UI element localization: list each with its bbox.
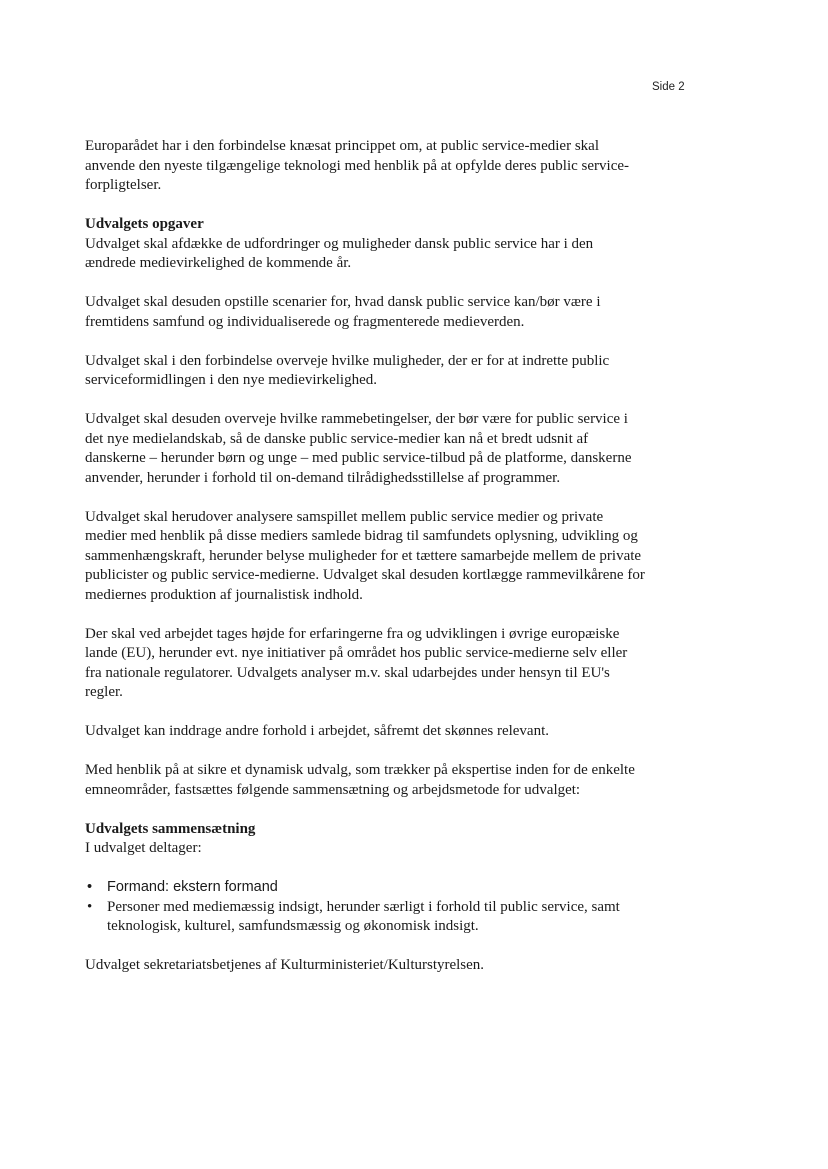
secretariat-paragraph: Udvalget sekretariatsbetjenes af Kulturministeriet/Kulturstyrelsen.	[85, 957, 485, 973]
intro-paragraph: Europarådet har i den forbindelse knæsat princippet om, at public service-medier skal anvende den nyeste tilgængelige teknologi med henblik på at opfylde deres public service-forpligtelser.	[85, 138, 629, 193]
tasks-paragraph-6: Der skal ved arbejdet tages højde for erfaringerne fra og udviklingen i øvrige europæiske lande (EU), herunder evt. nye initiativer på området hos public service-medierne selv eller fra nationale regulatorer. Udvalgets analyser m.v. skal udarbejdes under hensyn til EU's regler.	[85, 625, 628, 700]
composition-list	[85, 878, 645, 937]
tasks-paragraph-5: Udvalget skal herudover analysere samspillet mellem public service medier og private medier med henblik på disse mediers samlede bidrag til samfundets oplysning, udvikling og sammenhængskraft, herunder belyse muligheder for et tættere samarbejde mellem de private publicister og public service-medierne. Udvalget skal desuden kortlægge rammevilkårene for mediernes produktion af journalistisk indhold.	[85, 508, 645, 603]
tasks-heading: Udvalgets opgaver	[85, 216, 204, 232]
composition-item-chair: • Formand: ekstern formand	[85, 878, 645, 898]
tasks-paragraph-1: Udvalget skal afdække de udfordringer og muligheder dansk public service har i den ændrede medievirkelighed de kommende år.	[85, 235, 594, 271]
tasks-paragraph-4: Udvalget skal desuden overveje hvilke rammebetingelser, der bør være for public service i det nye medielandskab, så de danske public service-medier kan nå et bredt udsnit af danskerne – herunder børn og unge – med public service-tilbud på de platforme, danskerne anvender, herunder i forhold til on-demand tilrådighedsstillelse af programmer.	[85, 411, 632, 486]
tasks-paragraph-7: Udvalget kan inddrage andre forhold i arbejdet, såfremt det skønnes relevant.	[85, 723, 549, 739]
tasks-paragraph-8: Med henblik på at sikre et dynamisk udvalg, som trækker på ekspertise inden for de enkelte emneområder, fastsættes følgende sammensætning og arbejdsmetode for udvalget:	[85, 762, 635, 798]
composition-heading: Udvalgets sammensætning	[85, 820, 256, 837]
page-number: Side 2	[652, 81, 685, 93]
composition-intro: I udvalget deltager:	[85, 840, 202, 856]
composition-item-members: • Personer med mediemæssig indsigt, herunder særligt i forhold til public service, samt teknologisk, kulturel, samfundsmæssig og økonomisk indsigt.	[85, 898, 645, 937]
tasks-paragraph-2: Udvalget skal desuden opstille scenarier for, hvad dansk public service kan/bør være i fremtidens samfund og individualiserede og fragmenterede medieverden.	[85, 294, 601, 330]
tasks-paragraph-3: Udvalget skal i den forbindelse overveje hvilke muligheder, der er for at indrette public serviceformidlingen i den nye medievirkelighed.	[85, 352, 610, 388]
document-body	[85, 137, 645, 995]
